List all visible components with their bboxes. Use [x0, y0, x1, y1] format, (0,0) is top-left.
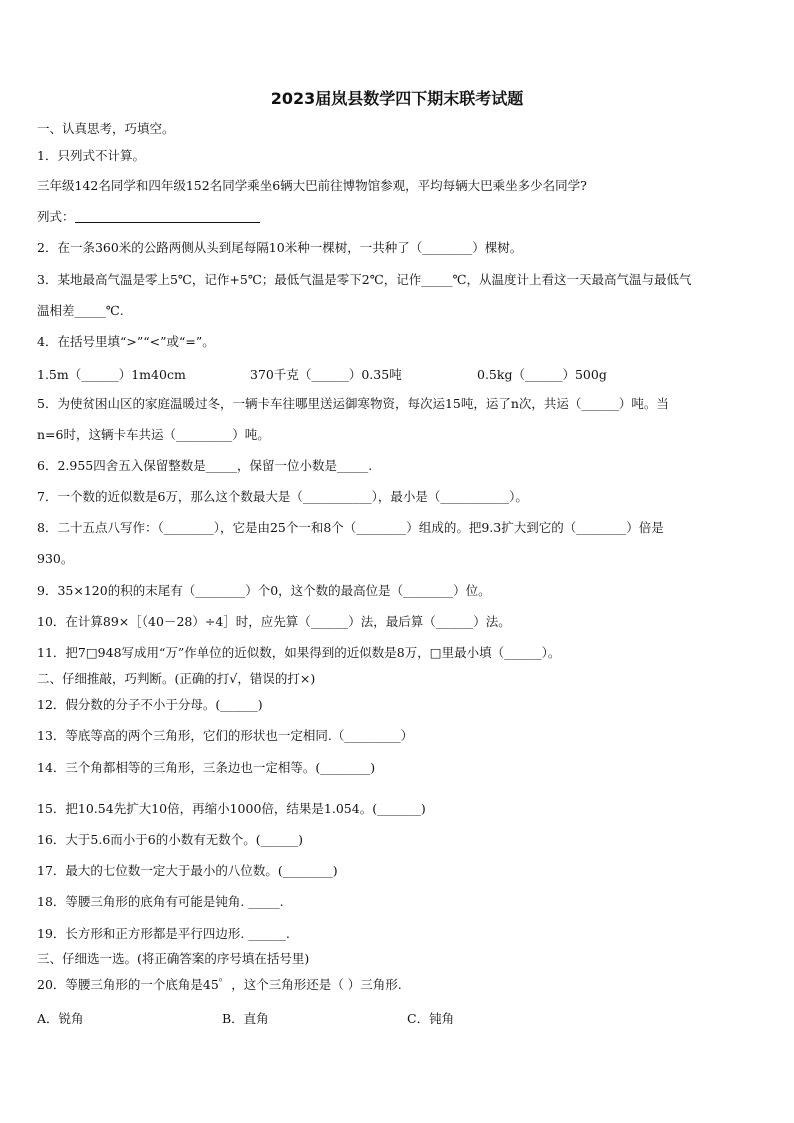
page-title: 2023届岚县数学四下期末联考试题: [270, 89, 524, 108]
answer-blank[interactable]: [75, 210, 260, 223]
section-3-heading: 三、仔细选一选。(将正确答案的序号填在括号里): [37, 951, 310, 966]
question-8-line-1: 8．二十五点八写作：（________），它是由25个一和8个（________）组成的。把9.3扩大到它的（________）倍是: [37, 520, 664, 535]
question-4-heading: 4．在括号里填“>”“<”或“=”。: [37, 334, 215, 349]
question-16: 16．大于5.6而小于6的小数有无数个。(______): [37, 832, 303, 847]
question-12: 12．假分数的分子不小于分母。(______): [37, 697, 263, 712]
question-14: 14．三个角都相等的三角形，三条边也一定相等。(________): [37, 760, 376, 775]
question-20-option-a[interactable]: A．锐角: [37, 1011, 84, 1026]
question-9: 9．35×120的积的末尾有（________）个0，这个数的最高位是（________）位。: [37, 583, 491, 598]
question-1-heading: 1．只列式不计算。: [37, 148, 145, 163]
question-13: 13．等底等高的两个三角形，它们的形状也一定相同.（_________）: [37, 728, 414, 743]
question-5-line-1: 5．为使贫困山区的家庭温暖过冬，一辆卡车往哪里送运御寒物资，每次运15吨，运了n次，共运（______）吨。当: [37, 396, 669, 411]
question-4-item-a: 1.5m（______）1m40cm: [37, 367, 186, 382]
question-5-line-2: n=6时，这辆卡车共运（_________）吨。: [37, 427, 270, 442]
question-3-line-1: 3．某地最高气温是零上5℃，记作+5℃；最低气温是零下2℃，记作_____℃，从温度计上看这一天最高气温与最低气: [37, 272, 692, 287]
question-15: 15．把10.54先扩大10倍，再缩小1000倍，结果是1.054。(_______): [37, 801, 426, 816]
question-20-option-b[interactable]: B．直角: [222, 1011, 269, 1026]
answer-label: 列式：: [37, 209, 75, 224]
section-2-heading: 二、仔细推敲，巧判断。(正确的打√，错误的打×): [37, 671, 316, 686]
question-8-line-2: 930。: [37, 551, 74, 566]
question-18: 18．等腰三角形的底角有可能是钝角. _____.: [37, 894, 284, 909]
question-20-option-c[interactable]: C．钝角: [407, 1011, 455, 1026]
question-4-item-c: 0.5kg（______）500g: [477, 367, 607, 382]
question-1-body: 三年级142名同学和四年级152名同学乘坐6辆大巴前往博物馆参观，平均每辆大巴乘坐多少名同学?: [37, 178, 587, 193]
question-7: 7．一个数的近似数是6万，那么这个数最大是（___________），最小是（___________）。: [37, 489, 528, 504]
question-11: 11．把7□948写成用“万”作单位的近似数，如果得到的近似数是8万，□里最小填（______）。: [37, 645, 561, 660]
question-4-item-b: 370千克（______）0.35吨: [250, 367, 402, 382]
question-6: 6．2.955四舍五入保留整数是_____，保留一位小数是_____.: [37, 458, 373, 473]
question-17: 17．最大的七位数一定大于最小的八位数。(________): [37, 863, 338, 878]
section-1-heading: 一、认真思考，巧填空。: [37, 121, 175, 136]
question-3-line-2: 温相差_____℃.: [37, 303, 124, 318]
question-19: 19．长方形和正方形都是平行四边形. ______.: [37, 926, 290, 941]
question-2: 2．在一条360米的公路两侧从头到尾每隔10米种一棵树，一共种了（________）棵树。: [37, 240, 523, 255]
question-20-stem: 20．等腰三角形的一个底角是45゜，这个三角形还是（ ）三角形.: [37, 977, 402, 992]
question-1-answer-row: [37, 209, 764, 225]
question-10: 10．在计算89×［（40－28）÷4］时，应先算（______）法，最后算（______）法。: [37, 614, 511, 629]
